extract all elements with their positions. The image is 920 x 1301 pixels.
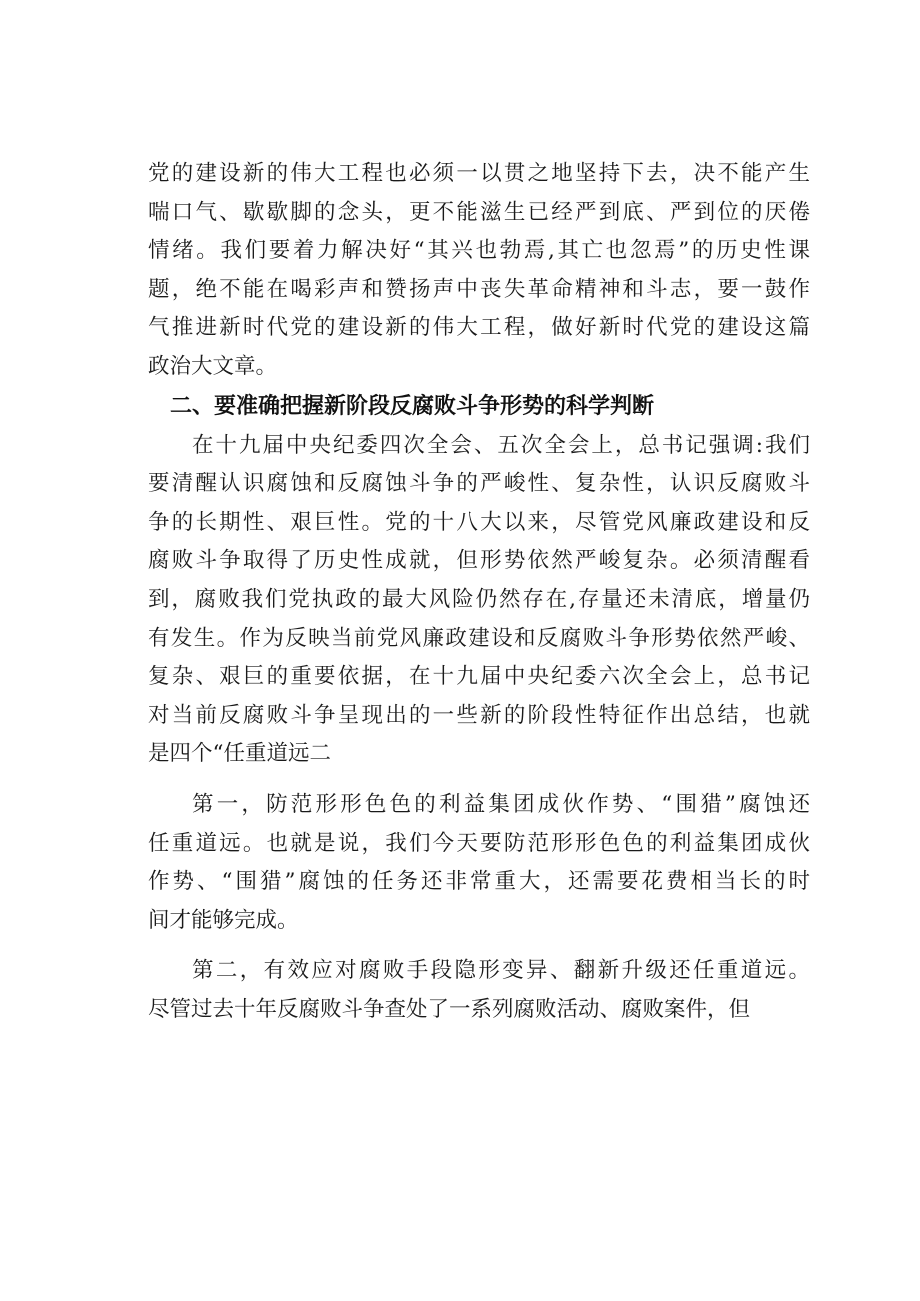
paragraph-line: 到，腐败我们党执政的最大风险仍然存在,存量还未清底，增量仍 xyxy=(148,586,810,612)
paragraph-line: 气推进新时代党的建设新的伟大工程，做好新时代党的建设这篇 xyxy=(148,315,810,341)
document-body xyxy=(148,155,810,1029)
paragraph-line: 党的建设新的伟大工程也必须一以贯之地坚持下去，决不能产生 xyxy=(148,161,810,186)
paragraph-line: 情绪。我们要着力解决好“其兴也勃焉,其亡也忽焉”的历史性课 xyxy=(148,238,810,264)
paragraph-line: 喘口气、歇歇脚的念头，更不能滋生已经严到底、严到位的厌倦 xyxy=(148,199,810,225)
paragraph-spacer xyxy=(148,940,810,952)
paragraph-line: 争的长期性、艰巨性。党的十八大以来，尽管党风廉政建设和反 xyxy=(148,509,810,535)
body-paragraph xyxy=(148,155,810,387)
paragraph-line: 要清醒认识腐蚀和反腐蚀斗争的严峻性、复杂性，认识反腐败斗 xyxy=(148,471,810,497)
body-paragraph xyxy=(148,786,810,940)
paragraph-line: 是四个“任重道远二 xyxy=(148,741,331,767)
paragraph-line: 作势、“围猎”腐蚀的任务还非常重大，还需要花费相当长的时 xyxy=(148,869,810,895)
paragraph-spacer xyxy=(148,774,810,786)
paragraph-line: 复杂、艰巨的重要依据，在十九届中央纪委六次全会上，总书记 xyxy=(148,664,810,690)
paragraph-line: 第一，防范形形色色的利益集团成伙作势、“围猎”腐蚀还 xyxy=(192,791,810,817)
paragraph-line: 尽管过去十年反腐败斗争查处了一系列腐败活动、腐败案件，但 xyxy=(148,996,751,1022)
paragraph-line: 在十九届中央纪委四次全会、五次全会上，总书记强调:我们 xyxy=(192,432,810,458)
section-heading: 二、要准确把握新阶段反腐败斗争形势的科学判断 xyxy=(170,393,655,419)
paragraph-line: 腐败斗争取得了历史性成就，但形势依然严峻复杂。必须清醒看 xyxy=(148,548,810,574)
paragraph-line: 间才能够完成。 xyxy=(148,907,299,933)
paragraph-line: 政治大文章。 xyxy=(148,353,278,379)
body-paragraph xyxy=(148,427,810,774)
body-paragraph xyxy=(148,952,810,1029)
paragraph-line: 对当前反腐败斗争呈现出的一些新的阶段性特征作出总结，也就 xyxy=(148,702,810,728)
paragraph-line: 有发生。作为反映当前党风廉政建设和反腐败斗争形势依然严峻、 xyxy=(148,625,810,651)
paragraph-line: 第二，有效应对腐败手段隐形变异、翻新升级还任重道远。 xyxy=(192,958,810,984)
paragraph-line: 任重道远。也就是说，我们今天要防范形形色色的利益集团成伙 xyxy=(148,830,810,856)
paragraph-line: 题，绝不能在喝彩声和赞扬声中丧失革命精神和斗志，要一鼓作 xyxy=(148,276,810,302)
